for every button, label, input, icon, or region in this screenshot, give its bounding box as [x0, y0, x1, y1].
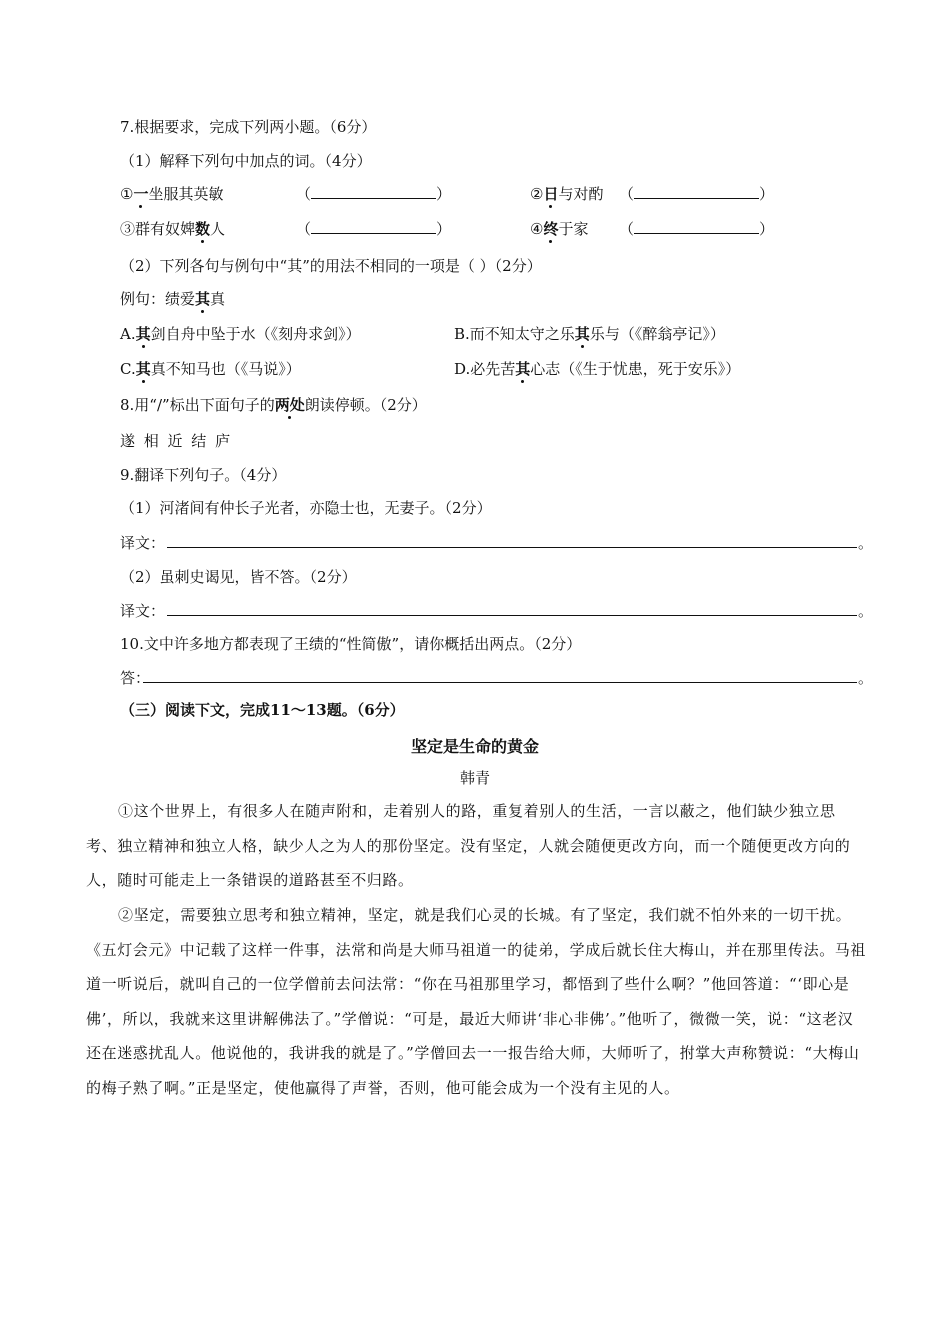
q9-sentence-2: （2）虽刺史谒见，皆不答。（2分） [120, 568, 357, 586]
q10-answer-line[interactable] [143, 682, 857, 683]
dotted-word: 日 [543, 185, 559, 203]
q10-label: 答： [120, 669, 151, 687]
dotted-word: 其 [135, 360, 151, 378]
q9-sentence-1: （1）河渚间有仲长子光者，亦隐士也，无妻子。（2分） [120, 499, 492, 517]
dotted-word: 一 [133, 185, 149, 203]
q9-answer-line-2[interactable] [167, 615, 857, 616]
dotted-word: 其 [515, 360, 531, 378]
q9-header: 9.翻译下列句子。（4分） [120, 466, 287, 484]
q7-option-c[interactable]: C.其真不知马也（《马说》） [120, 360, 301, 378]
q7-blank-4[interactable]: （ ） [619, 220, 775, 238]
q9-label-1: 译文： [120, 534, 166, 552]
q8-header: 8.用“/”标出下面句子的两处朗读停顿。（2分） [120, 396, 427, 414]
q7-item-1: ①一坐服其英敏 [120, 185, 224, 203]
q9-end-2: 。 [858, 602, 874, 620]
q7-option-b[interactable]: B.而不知太守之乐其乐与（《醉翁亭记》） [454, 325, 725, 343]
section3-header: （三）阅读下文，完成11～13题。（6分） [120, 701, 405, 719]
q9-end-1: 。 [858, 534, 874, 552]
q7-blank-2[interactable]: （ ） [619, 185, 775, 203]
article-paragraph-1: ①这个世界上，有很多人在随声附和，走着别人的路，重复着别人的生活，一言以蔽之，他们缺少独立思考、独立精神和独立人格，缺少人之为人的那份坚定。没有坚定，人就会随便更改方向，而一个随便更改方向的人，随时可能走上一条错误的道路甚至不归路。 [86, 802, 851, 889]
q7-sub2: （2）下列各句与例句中“其”的用法不相同的一项是（ ）（2分） [120, 257, 542, 275]
q7-item-4: ④终于家 [530, 220, 589, 238]
q7-option-a[interactable]: A.其剑自舟中坠于水（《刻舟求剑》） [120, 325, 361, 343]
q7-blank-1[interactable]: （ ） [296, 185, 452, 203]
article-title: 坚定是生命的黄金 [410, 737, 539, 756]
q7-option-d[interactable]: D.必先苦其心志（《生于忧患，死于安乐》） [454, 360, 741, 378]
q7-header: 7.根据要求，完成下列两小题。（6分） [120, 118, 377, 136]
dotted-word: 终 [543, 220, 559, 238]
q7-item-2: ②日与对酌 [530, 185, 604, 203]
q9-answer-line-1[interactable] [167, 547, 857, 548]
q8-sentence[interactable]: 遂 相 近 结 庐 [120, 432, 233, 450]
q7-sub1: （1）解释下列句中加点的词。（4分） [120, 152, 372, 170]
q9-label-2: 译文： [120, 602, 166, 620]
article-paragraph-2: ②坚定，需要独立思考和独立精神，坚定，就是我们心灵的长城。有了坚定，我们就不怕外来的一切干扰。《五灯会元》中记载了这样一件事，法常和尚是大师马祖道一的徒弟，学成后就长住大梅山，并在那里传法。马祖道一听说后，就叫自己的一位学僧前去问法常：“你在马祖那里学习，都悟到了些什么啊？”他回答道：“‘即心是佛’，所以，我就来这里讲解佛法了。”学僧说：“可是，最近大师讲‘非心非佛’。”他听了，微微一笑，说：“这老汉还在迷惑扰乱人。他说他的，我讲我的就是了。”学僧回去一一报告给大师，大师听了，拊掌大声称赞说：“大梅山的梅子熟了啊。”正是坚定，使他赢得了声誉，否则，他可能会成为一个没有主见的人。 [86, 906, 867, 1097]
dotted-word: 其 [135, 325, 151, 343]
dotted-word: 两处 [274, 396, 305, 414]
dotted-word: 其 [574, 325, 590, 343]
q7-item-3: ③群有奴婢数人 [120, 220, 226, 238]
article-author: 韩青 [459, 769, 490, 787]
q10-end: 。 [858, 669, 874, 687]
q7-blank-3[interactable]: （ ） [296, 220, 452, 238]
q10-header: 10.文中许多地方都表现了王绩的“性简傲”，请你概括出两点。（2分） [120, 635, 582, 653]
q7-example: 例句：绩爱其真 [120, 290, 226, 308]
dotted-word: 其 [195, 290, 211, 308]
dotted-word: 数 [195, 220, 211, 238]
